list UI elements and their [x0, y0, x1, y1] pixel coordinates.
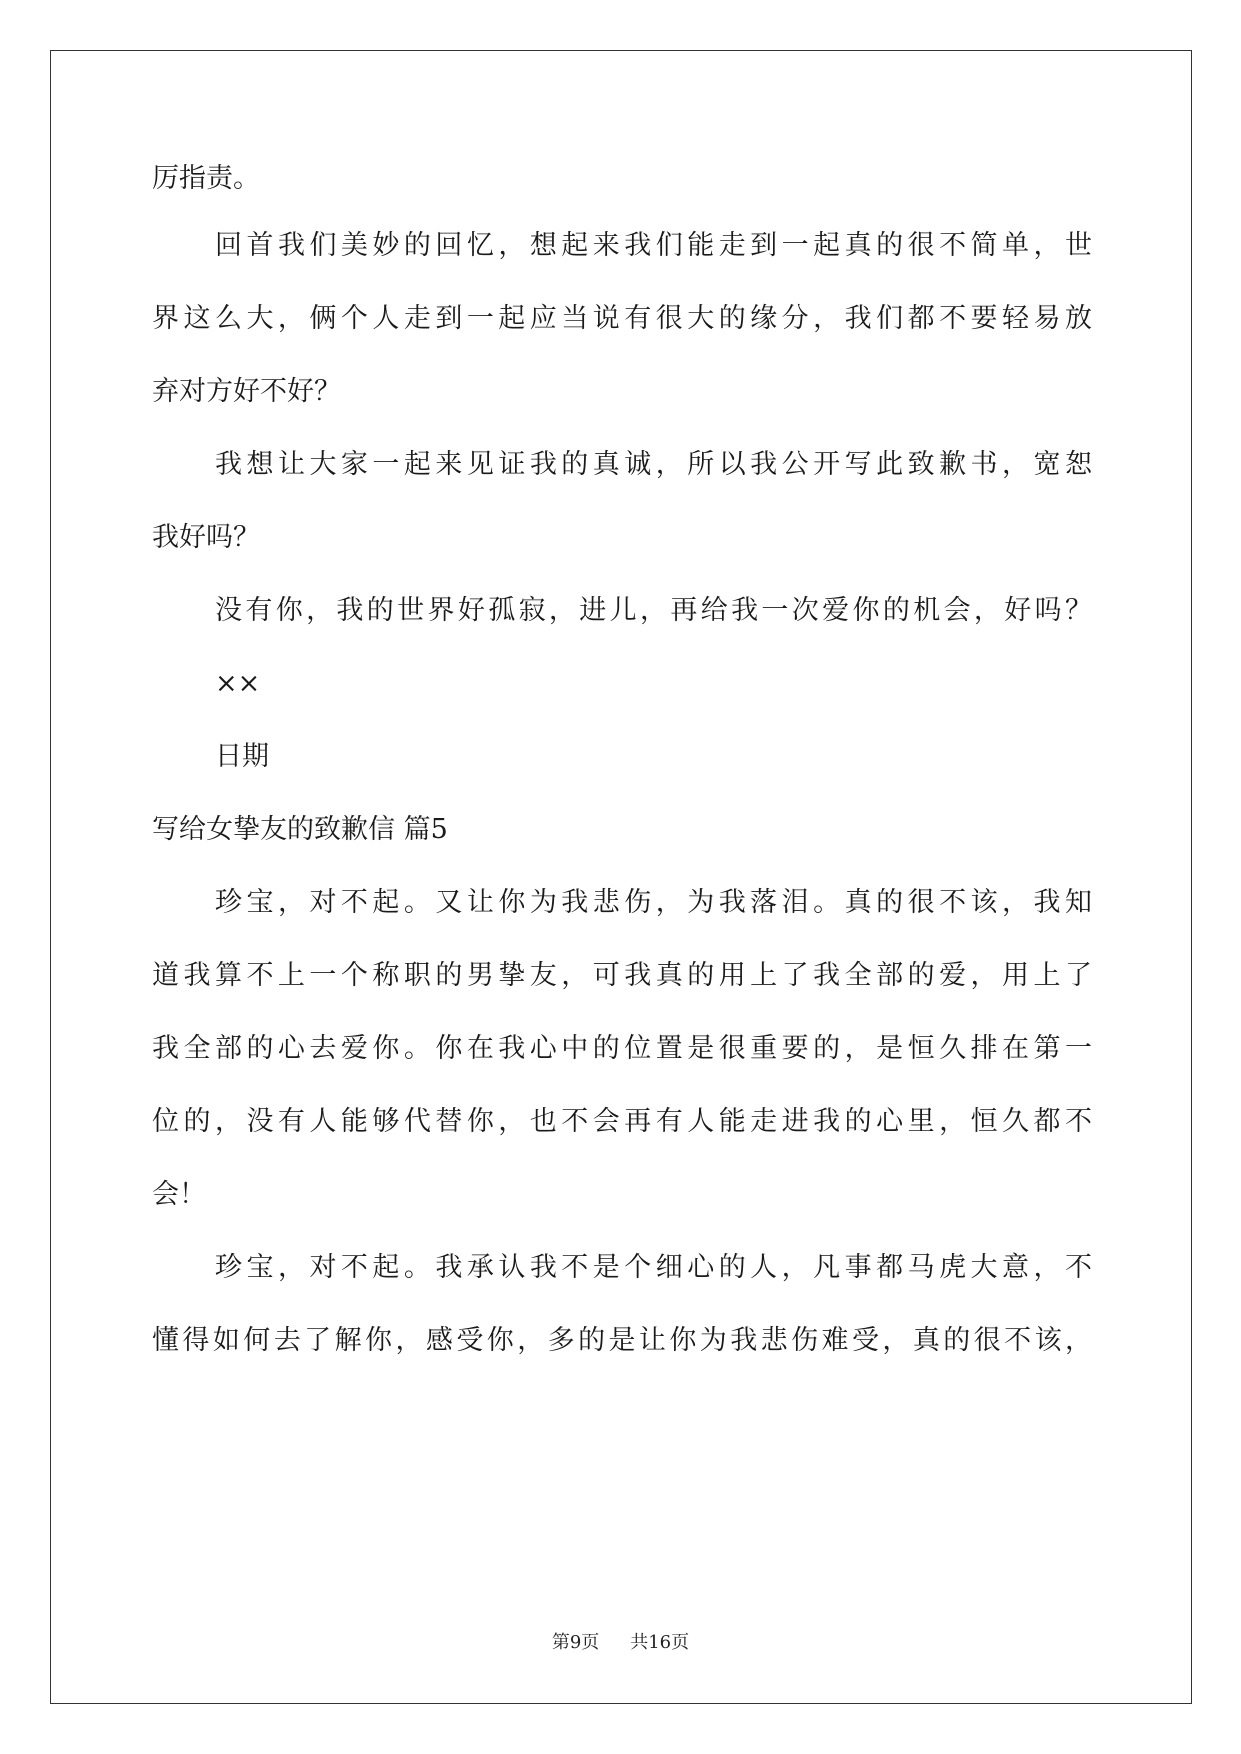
date-line: 日期: [215, 741, 269, 772]
text-line: 珍宝，对不起。我承认我不是个细心的人，凡事都马虎大意，不: [215, 1252, 1092, 1283]
section-heading: 写给女挚友的致歉信 篇5: [152, 814, 448, 845]
text-line: 道我算不上一个称职的男挚友，可我真的用上了我全部的爱，用上了: [152, 960, 1092, 991]
signature-line: ××: [215, 668, 261, 699]
text-line: 回首我们美妙的回忆，想起来我们能走到一起真的很不简单，世: [215, 230, 1092, 261]
page-footer: [0, 1628, 1241, 1654]
text-line: 位的，没有人能够代替你，也不会再有人能走进我的心里，恒久都不: [152, 1106, 1092, 1137]
page-number: 第9页: [551, 1632, 600, 1653]
text-line: 没有你，我的世界好孤寂，进儿，再给我一次爱你的机会，好吗？: [215, 595, 1092, 626]
page-border: [50, 50, 1192, 1704]
text-line: 界这么大，俩个人走到一起应当说有很大的缘分，我们都不要轻易放: [152, 303, 1092, 334]
text-line: 珍宝，对不起。又让你为我悲伤，为我落泪。真的很不该，我知: [215, 887, 1092, 918]
text-line: 我全部的心去爱你。你在我心中的位置是很重要的，是恒久排在第一: [152, 1033, 1092, 1064]
text-line: 我好吗？: [152, 522, 260, 553]
text-line: 我想让大家一起来见证我的真诚，所以我公开写此致歉书，宽恕: [215, 449, 1092, 480]
text-line: 厉指责。: [152, 163, 260, 194]
text-line: 弃对方好不好？: [152, 376, 341, 407]
text-line: 懂得如何去了解你，感受你，多的是让你为我悲伤难受，真的很不该，: [152, 1325, 1092, 1356]
page-total: 共16页: [630, 1632, 690, 1653]
text-line: 会！: [152, 1179, 206, 1210]
